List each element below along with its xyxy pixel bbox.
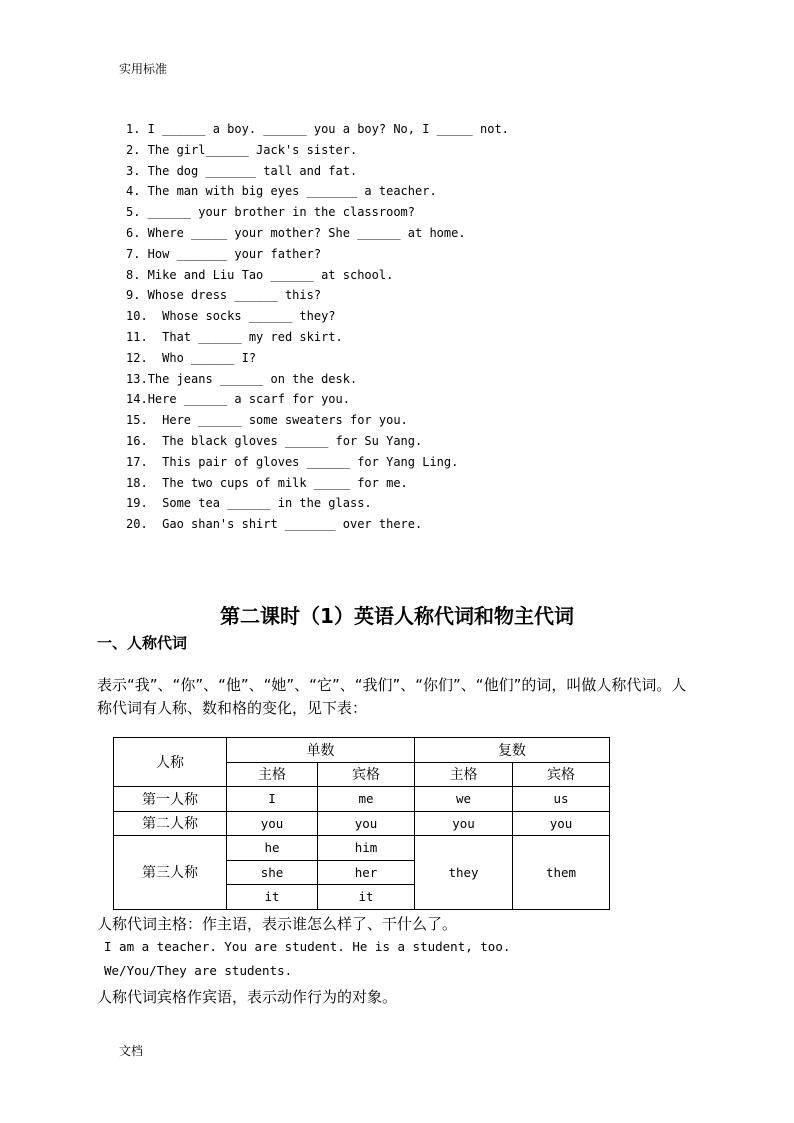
- exercise-text: The girl______ Jack's sister.: [140, 142, 358, 157]
- exercise-number: 20.: [126, 517, 148, 532]
- exercise-number: 4.: [126, 184, 141, 199]
- exercise-text: The black gloves ______ for Su Yang.: [147, 433, 423, 448]
- exercise-number: 11.: [126, 329, 148, 344]
- table-cell: it: [318, 885, 415, 910]
- table-cell: you: [415, 811, 513, 836]
- list-item: [126, 410, 509, 431]
- exercise-number: 15.: [126, 413, 148, 428]
- list-item: [126, 223, 509, 244]
- list-item: [126, 244, 509, 265]
- table-cell: you: [513, 811, 610, 836]
- exercise-number: 5.: [126, 205, 141, 220]
- exercise-number: 18.: [126, 475, 148, 490]
- person-header: 人称: [114, 738, 227, 787]
- table-cell: he: [227, 836, 318, 861]
- exercise-number: 13.: [126, 371, 148, 386]
- second-person-label: 第二人称: [114, 811, 227, 836]
- exercise-number: 6.: [126, 225, 141, 240]
- page-header-label: 实用标准: [119, 62, 168, 76]
- exercise-number: 8.: [126, 267, 141, 282]
- table-cell: us: [513, 787, 610, 812]
- list-item: [126, 202, 509, 223]
- exercise-text: The dog _______ tall and fat.: [140, 163, 358, 178]
- table-cell: you: [318, 811, 415, 836]
- exercise-text: Whose socks ______ they?: [147, 309, 336, 324]
- exercise-text: The two cups of milk _____ for me.: [147, 475, 408, 490]
- object-case-note: 人称代词宾格作宾语，表示动作行为的对象。: [97, 988, 398, 1006]
- table-cell: me: [318, 787, 415, 812]
- exercise-text: The jeans ______ on the desk.: [147, 371, 358, 386]
- table-cell: they: [415, 836, 513, 910]
- exercise-number: 19.: [126, 496, 148, 511]
- list-item: [126, 348, 509, 369]
- exercise-text: Here ______ some sweaters for you.: [147, 413, 408, 428]
- table-cell: she: [227, 860, 318, 885]
- table-cell: we: [415, 787, 513, 812]
- first-person-label: 第一人称: [114, 787, 227, 812]
- list-item: [126, 306, 509, 327]
- subject-case-note: 人称代词主格：作主语，表示谁怎么样了、干什么了。: [97, 915, 458, 933]
- exercise-number: 16.: [126, 433, 148, 448]
- list-item: [126, 265, 509, 286]
- table-cell: you: [227, 811, 318, 836]
- exercise-list: [126, 119, 509, 535]
- list-item: [126, 389, 509, 410]
- list-item: [126, 181, 509, 202]
- list-item: [126, 431, 509, 452]
- pronoun-table: [113, 737, 610, 910]
- exercise-number: 3.: [126, 163, 141, 178]
- exercise-text: Whose dress ______ this?: [140, 288, 322, 303]
- singular-object-case: 宾格: [318, 762, 415, 787]
- exercise-text: Who ______ I?: [147, 350, 257, 365]
- exercise-text: The man with big eyes _______ a teacher.: [140, 184, 437, 199]
- table-cell: him: [318, 836, 415, 861]
- list-item: [126, 369, 509, 390]
- exercise-text: Here ______ a scarf for you.: [147, 392, 350, 407]
- exercise-text: Where _____ your mother? She ______ at home.: [140, 225, 466, 240]
- exercise-number: 14.: [126, 392, 148, 407]
- list-item: [126, 473, 509, 494]
- list-item: [126, 119, 509, 140]
- table-row-first-person: [114, 787, 610, 812]
- singular-subject-case: 主格: [227, 762, 318, 787]
- subsection-title: 一、人称代词: [97, 634, 188, 652]
- table-row-second-person: [114, 811, 610, 836]
- exercise-text: This pair of gloves ______ for Yang Ling.: [147, 454, 459, 469]
- exercise-text: That ______ my red skirt.: [147, 329, 343, 344]
- plural-object-case: 宾格: [513, 762, 610, 787]
- list-item: [126, 493, 509, 514]
- exercise-text: Mike and Liu Tao ______ at school.: [140, 267, 394, 282]
- example-sentence-2: We/You/They are students.: [104, 963, 293, 978]
- exercise-number: 10.: [126, 309, 148, 324]
- plural-header: 复数: [415, 738, 610, 763]
- plural-subject-case: 主格: [415, 762, 513, 787]
- page-footer-label: 文档: [119, 1044, 144, 1058]
- list-item: [126, 140, 509, 161]
- table-header-row: [114, 738, 610, 763]
- exercise-text: Gao shan's shirt _______ over there.: [147, 517, 423, 532]
- exercise-text: How _______ your father?: [140, 246, 322, 261]
- list-item: [126, 161, 509, 182]
- exercise-text: Some tea ______ in the glass.: [147, 496, 372, 511]
- table-row-third-person: [114, 836, 610, 861]
- third-person-label: 第三人称: [114, 836, 227, 910]
- section-title: 第二课时（1）英语人称代词和物主代词: [220, 604, 574, 628]
- list-item: [126, 327, 509, 348]
- exercise-number: 17.: [126, 454, 148, 469]
- table-cell: them: [513, 836, 610, 910]
- exercise-text: ______ your brother in the classroom?: [140, 205, 415, 220]
- table-cell: I: [227, 787, 318, 812]
- exercise-number: 9.: [126, 288, 141, 303]
- exercise-number: 7.: [126, 246, 141, 261]
- exercise-number: 2.: [126, 142, 141, 157]
- exercise-number: 12.: [126, 350, 148, 365]
- list-item: [126, 452, 509, 473]
- exercise-text: I ______ a boy. ______ you a boy? No, I _____ not.: [140, 122, 509, 136]
- intro-paragraph: 表示“我”、“你”、“他”、“她”、“它”、“我们”、“你们”、“他们”的词，叫做人称代词。人称代词有人称、数和格的变化，见下表：: [97, 676, 687, 717]
- example-sentence-1: I am a teacher. You are student. He is a student, too.: [104, 939, 511, 954]
- list-item: [126, 285, 509, 306]
- exercise-number: 1.: [126, 122, 141, 136]
- singular-header: 单数: [227, 738, 415, 763]
- list-item: [126, 514, 509, 535]
- table-cell: it: [227, 885, 318, 910]
- table-cell: her: [318, 860, 415, 885]
